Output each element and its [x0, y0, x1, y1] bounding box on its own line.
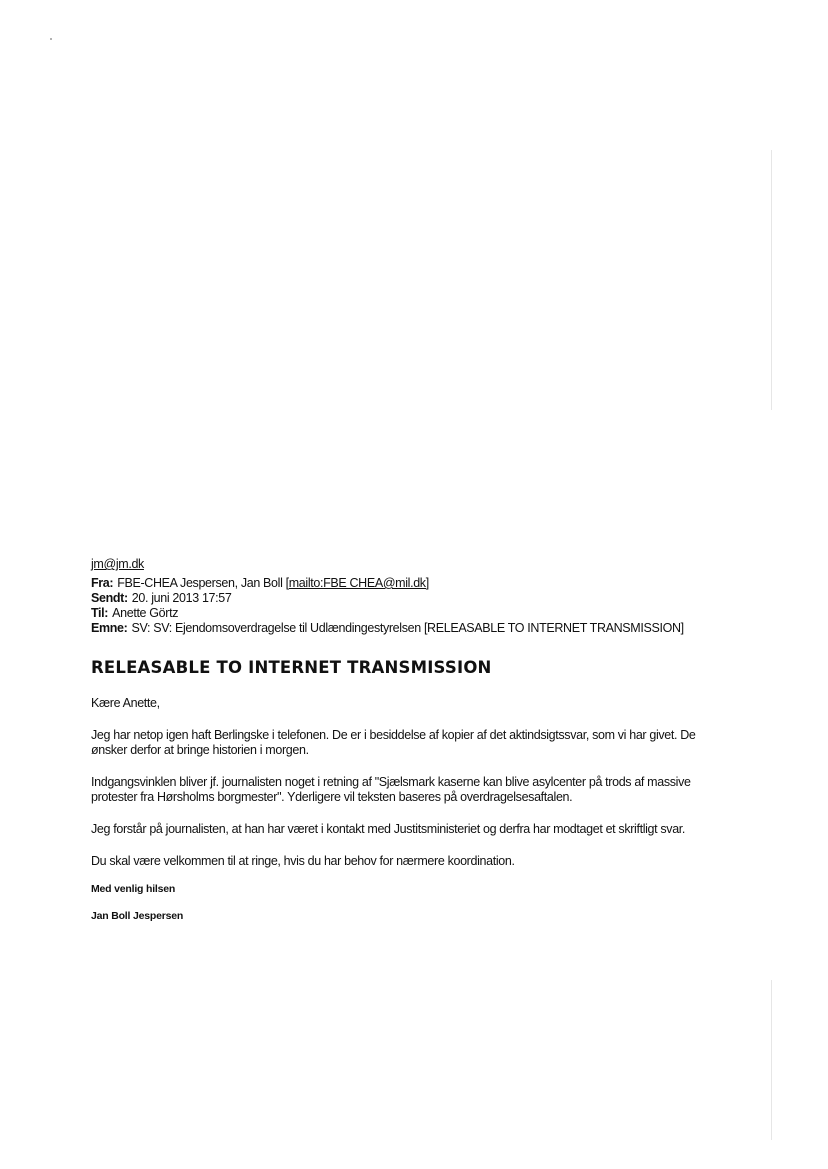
header-from-row: [91, 576, 731, 591]
scan-speck: [50, 38, 52, 40]
header-sent-row: [91, 591, 731, 606]
header-from-mailto-link[interactable]: [mailto:FBE CHEA@mil.dk]: [285, 576, 429, 590]
signature-name: Jan Boll Jespersen: [91, 910, 184, 922]
header-sent-value: 20. juni 2013 17:57: [131, 591, 232, 605]
header-subject-label: Emne:: [91, 621, 128, 635]
header-subject-row: [91, 621, 731, 636]
body-paragraph: Jeg har netop igen haft Berlingske i telefonen. De er i besiddelse af kopier af det aktindsigtssvar, som vi har givet. De ønsker derfor at bringe historien i morgen.: [91, 728, 696, 757]
scan-edge-line: [771, 150, 772, 410]
header-from-label: Fra:: [91, 576, 114, 590]
header-from-value: FBE-CHEA Jespersen, Jan Boll: [117, 576, 283, 590]
header-to-label: Til:: [91, 606, 109, 620]
body-paragraph: Indgangsvinklen bliver jf. journalisten noget i retning af "Sjælsmark kaserne kan blive asylcenter på trods af massive protester fra Hørsholms borgmester". Yderligere vil teksten baseres på overdragelsesaftalen.: [91, 775, 691, 804]
classification-title: RELEASABLE TO INTERNET TRANSMISSION: [91, 658, 492, 677]
email-printout: [91, 557, 731, 924]
header-subject-value: SV: SV: Ejendomsoverdragelse til Udlændingestyrelsen [RELEASABLE TO INTERNET TRANSMISSION]: [131, 621, 684, 635]
header-sent-label: Sendt:: [91, 591, 128, 605]
header-to-value: Anette Görtz: [112, 606, 179, 620]
closing-line: Med venlig hilsen: [91, 883, 176, 895]
scan-edge-line: [771, 980, 772, 1140]
salutation: Kære Anette,: [91, 696, 160, 710]
header-to-row: [91, 606, 731, 621]
body-paragraph: Jeg forstår på journalisten, at han har været i kontakt med Justitsministeriet og derfra har modtaget et skriftligt svar.: [91, 822, 686, 836]
recipient-address-link[interactable]: jm@jm.dk: [91, 557, 144, 571]
body-paragraph: Du skal være velkommen til at ringe, hvis du har behov for nærmere koordination.: [91, 854, 515, 868]
